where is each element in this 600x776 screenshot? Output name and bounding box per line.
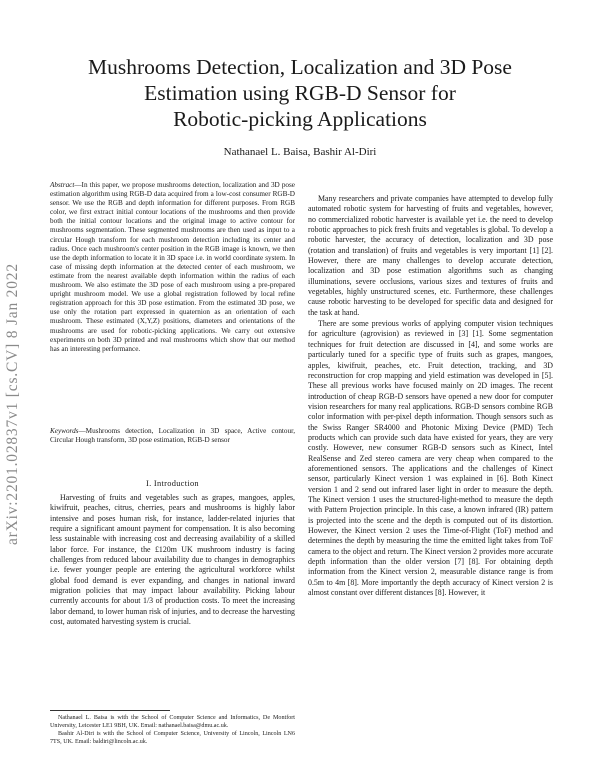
arxiv-identifier-stamp: arXiv:2201.02837v1 [cs.CV] 8 Jan 2022 [4,263,21,545]
title-line-2: Estimation using RGB-D Sensor for [144,81,456,105]
authors: Nathanael L. Baisa, Bashir Al-Diri [223,146,377,158]
keywords-label: Keywords [50,427,79,435]
keywords-text: —Mushrooms detection, Localization in 3D space, Active contour, Circular Hough transform, 3D pose estimation, RGB-D sensor [50,427,295,445]
abstract-label: Abstract [50,181,75,189]
right-paragraph-1: Many researchers and private companies have attempted to develop fully automated robotic system for harvesting of fruits and vegetables, however, no commercialized robotic harvester is available yet i.e. the need to develop robotic approaches to pick fresh fruits and vegetables is global. To develop a robotic harvester, the accuracy of detection, localization and 3D pose (rotation and translation) of fruits and vegetables is very important [1] [2]. However, there are many challenges to develop accurate detection, localization and 3D pose estimation algorithms such as changing illuminations, severe occlusions, various sizes and textures of fruits and vegetables, highly unstructured scenes, etc. Furthermore, these challenges cause robotic harvesting to be developed for specific data and designed for the task at hand. [308,194,553,317]
footnote-2: Bashir Al-Diri is with the School of Computer Science, University of Lincoln, Lincoln LN6 7TS, UK. Email: baldiri@lincoln.ac.uk. [50,731,295,745]
section-heading-introduction: I. Introduction [146,479,199,488]
footnotes [50,715,295,747]
title-line-1: Mushrooms Detection, Localization and 3D Pose [88,55,512,79]
paper-title [45,54,555,132]
footnote-1: Nathanael L. Baisa is with the School of Computer Science and Informatics, De Montfort University, Leicester LE1 9BH, UK. Email: nathanael.baisa@dmu.ac.uk. [50,715,295,729]
abstract-text: —In this paper, we propose mushrooms detection, localization and 3D pose estimation algorithm using RGB-D data acquired from a low-cost consumer RGB-D sensor. We use the RGB and depth information for different purposes. From RGB color, we first extract initial contour locations of the mushrooms and then provide both the initial contour locations and the original image to active contour for mushrooms segmentation. These segmented mushrooms are then used as input to a circular Hough transform for each mushroom detection including its center and radius. Once each mushroom's center position in the RGB image is known, we then use the depth information to locate it in 3D space i.e. in world coordinate system. In case of missing depth information at the detected center of each mushroom, we estimate from the nearest available depth information within the radius of each mushroom. We also estimate the 3D pose of each mushroom using a pre-prepared upright mushroom model. We use a global registration followed by local refine registration approach for this 3D pose estimation. From the estimated 3D pose, we use only the rotation part expressed in quaternion as an orientation of each mushroom. These estimated (X,Y,Z) positions, diameters and orientations of the mushrooms are used for robotic-picking applications. We carry out extensive experiments on both 3D printed and real mushrooms which show that our method has an interesting performance. [50,181,295,353]
footnote-divider [50,710,170,711]
title-line-3: Robotic-picking Applications [173,107,427,131]
introduction-section [50,493,295,627]
right-paragraph-2: There are some previous works of applying computer vision techniques for agriculture (agrovision) as reviewed in [3] [1]. Some segmentation techniques for fruit detection are discussed in [4], and some works are particularly tuned for a specific type of fruits such as grapes, mangoes, apples, kiwifruit, peaches, etc. Fruit detection, tracking, and 3D reconstruction for crop mapping and yield estimation was developed in [5]. These all previous works have focused mainly on 2D images. The recent introduction of cheap RGB-D sensors have opened a new door for computer vision researchers for many real applications. RGB-D sensors combine RGB color information with per-pixel depth information. Though sensors such as the Swiss Ranger SR4000 and Photonic Mixing Device (PMD) Tech products which can provide such data have existed for years, they are very costly. However, new consumer RGB-D sensors such as Kinect, Intel RealSense and Zed stereo camera are very cheap when compared to the aforementioned sensors. The applications and the challenges of Kinect sensor, particularly Kinect version 1 was explained in [6]. Both Kinect version 1 and 2 send out infrared laser light in order to measure the depth. The Kinect version 1 uses the structured-light-method to measure the depth with Pattern Projection principle. In this case, a known infrared (IR) pattern is projected into the scene and the depth is computed out of its distortion. However, the Kinect version 2 uses the Time-of-Flight (ToF) method and determines the depth by measuring the time the emitted light takes from ToF camera to the object and return. The Kinect version 2 provides more accurate depth information than the older version [7] [8]. For obtaining depth information from the Kinect version 2, measurable distance range is from 0.5m to 4m [8]. More importantly the depth accuracy of Kinect version 2 is almost constant over different distances [8]. However, it [308,319,553,598]
right-column [308,194,553,598]
abstract [50,181,295,354]
keywords [50,427,295,445]
intro-paragraph: Harvesting of fruits and vegetables such as grapes, mangoes, apples, kiwifruit, peaches, citrus, cherries, pears and mushrooms is highly labor intensive and poses human risk, for instance, ladder-related injuries that require a significant amount payment for compensation. It is also becoming less sustainable with increasing cost and decreasing availability of a skilled labor force. For instance, the £120m UK mushroom industry is facing challenges from reduced labour availability due to changes in demographics i.e. fewer younger people are entering the agricultural workforce whilst global food demand is ever expanding, and changes in national inward migration policies that may impact labour availability. Picking labour currently accounts for about 1/3 of production costs. To meet the increasing labor demand, to lower human risk of injuries, and to decrease the harvesting cost, automated harvesting system is crucial. [50,493,295,627]
